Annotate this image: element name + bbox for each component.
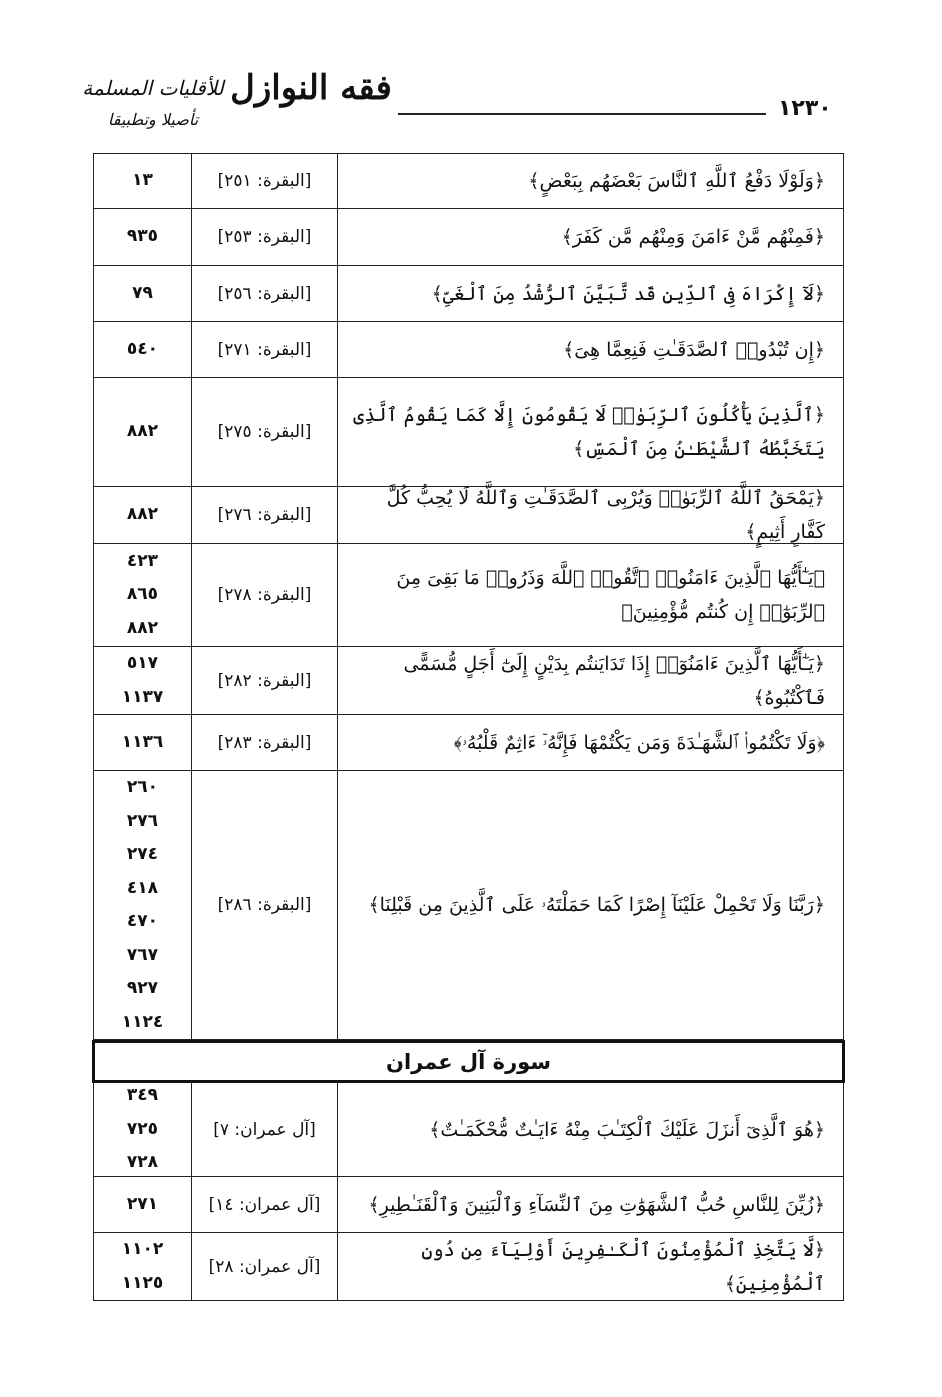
- verse-reference: [آل عمران: ٢٨]: [191, 1233, 338, 1300]
- verse-text: ﴿يَمْحَقُ ٱللَّهُ ٱلرِّبَوٰا۟ وَيُرْبِى ٱلصَّدَقَـٰتِ وَٱللَّهُ لَا يُحِبُّ كُلَّ كَفَّارٍ أَثِيمٍ﴾: [386, 487, 825, 543]
- page-ref: ٢٧٦: [126, 810, 159, 831]
- page-ref: ٩٣٥: [126, 226, 159, 247]
- page-numbers: [94, 378, 191, 486]
- page-ref: ٢٧١: [126, 1193, 159, 1214]
- page-ref: ٨٦٥: [126, 584, 159, 605]
- page-header: [0, 0, 942, 150]
- table-row: [94, 544, 843, 647]
- verse-text: ﴿فَمِنْهُم مَّنْ ءَامَنَ وَمِنْهُم مَّن كَفَرَ﴾: [561, 226, 825, 248]
- verse-text: ﴿وَلَوْلَا دَفْعُ ٱللَّهِ ٱلنَّاسَ بَعْضَهُم بِبَعْضٍ﴾: [528, 170, 825, 192]
- page-numbers: [94, 322, 191, 377]
- verse-reference: [البقرة: ٢٧١]: [191, 322, 338, 377]
- page-numbers: [94, 266, 191, 321]
- book-subtitle: للأقليات المسلمة: [82, 76, 224, 100]
- table-row: [94, 1177, 843, 1233]
- page-ref: ٤٢٣: [126, 550, 159, 571]
- table-row: [94, 209, 843, 266]
- book-title: فقه النوازل: [230, 68, 392, 108]
- verse-text: ﴿لَّا يَتَّخِذِ ٱلْمُؤْمِنُونَ ٱلْكَـٰفِرِينَ أَوْلِيَآءَ مِن دُونِ ٱلْمُؤْمِنِينَ﴾: [421, 1238, 825, 1295]
- verse-text: ﴿ٱلَّذِينَ يَأْكُلُونَ ٱلرِّبَوٰا۟ لَا يَقُومُونَ إِلَّا كَمَا يَقُومُ ٱلَّذِى يَتَخَبَّطُهُ ٱلشَّيْطَـٰنُ مِنَ ٱلْمَسِّ﴾: [353, 404, 825, 460]
- verse-reference: [البقرة: ٢٥٣]: [191, 209, 338, 265]
- verse-text: ﴿هُوَ ٱلَّذِىٓ أَنزَلَ عَلَيْكَ ٱلْكِتَـٰبَ مِنْهُ ءَايَـٰتٌ مُّحْكَمَـٰتٌ﴾: [429, 1118, 825, 1141]
- table-row: [94, 771, 843, 1040]
- table-row: [94, 322, 843, 378]
- table-row: [94, 1083, 843, 1177]
- page-ref: ٣٤٩: [126, 1085, 159, 1106]
- page-numbers: [94, 1177, 191, 1232]
- verse-reference: [البقرة: ٢٧٨]: [191, 544, 338, 646]
- verse-reference: [البقرة: ٢٧٥]: [191, 378, 338, 486]
- verse-reference: [آل عمران: ١٤]: [191, 1177, 338, 1232]
- verse-text: ﴿يَـٰٓأَيُّهَا ٱلَّذِينَ ءَامَنُوٓا۟ إِذَا تَدَايَنتُم بِدَيْنٍ إِلَىٰٓ أَجَلٍ مُّسَمًّى فَٱكْتُبُوهُ﴾: [403, 652, 825, 709]
- table-row: [94, 153, 843, 209]
- verse-text: ﴿لَآ إِكْرَاهَ فِى ٱلدِّينِ قَد تَّبَيَّنَ ٱلرُّشْدُ مِنَ ٱلْغَىِّ﴾: [431, 282, 825, 305]
- page-numbers: [94, 487, 191, 543]
- page-ref: ١١٢٥: [121, 1272, 164, 1293]
- page-number: ١٢٣٠: [778, 96, 832, 121]
- page-ref: ٤١٨: [126, 877, 159, 898]
- verse-text: ﴿يَـٰٓأَيُّهَا ٱلَّذِينَ ءَامَنُوا۟ ٱتَّقُوا۟ ٱللَّهَ وَذَرُوا۟ مَا بَقِىَ مِنَ ٱلرِّبَوٰٓا۟ إِن كُنتُم مُّؤْمِنِينَ﴾: [396, 567, 825, 623]
- page-ref: ١١٣٧: [121, 686, 164, 707]
- verse-reference: [البقرة: ٢٨٣]: [191, 715, 338, 770]
- table-row: [94, 378, 843, 487]
- verse-text: ﴿وَلَا تَكْتُمُوا۟ ٱلشَّهَـٰدَةَ وَمَن يَكْتُمْهَا فَإِنَّهُۥٓ ءَاثِمٌ قَلْبُهُۥ﴾: [453, 731, 825, 754]
- page-ref: ٧٢٥: [126, 1118, 159, 1139]
- page-ref: ١١٣٦: [121, 731, 164, 752]
- page-ref: ٧٢٨: [126, 1152, 159, 1173]
- table-row: [94, 715, 843, 771]
- table-row: [94, 266, 843, 322]
- verse-reference: [البقرة: ٢٨٦]: [191, 771, 338, 1039]
- verse-reference: [البقرة: ٢٧٦]: [191, 487, 338, 543]
- verse-text: ﴿رَبَّنَا وَلَا تَحْمِلْ عَلَيْنَآ إِصْرًا كَمَا حَمَلْتَهُۥ عَلَى ٱلَّذِينَ مِن قَبْلِنَا﴾: [368, 894, 825, 916]
- book-subtitle-line2: تأصيلا وتطبيقا: [107, 110, 199, 129]
- page-numbers: [94, 647, 191, 714]
- page-ref: ٨٨٢: [126, 617, 159, 638]
- page-ref: ٢٦٠: [126, 777, 159, 797]
- page-ref: ١١٢٤: [121, 1011, 164, 1032]
- page-numbers: [94, 209, 191, 265]
- header-rule: [398, 113, 766, 115]
- page-numbers: [94, 1083, 191, 1176]
- verse-text: ﴿إِن تُبْدُوا۟ ٱلصَّدَقَـٰتِ فَنِعِمَّا هِىَ﴾: [563, 338, 825, 361]
- page-ref: ٤٧٠: [126, 911, 159, 931]
- page-ref: ٨٨٢: [126, 421, 159, 442]
- page-numbers: [94, 715, 191, 770]
- verse-reference: [آل عمران: ٧]: [191, 1083, 338, 1176]
- verse-index-table: [93, 153, 844, 1301]
- verse-reference: [البقرة: ٢٥١]: [191, 154, 338, 208]
- page-numbers: [94, 771, 191, 1039]
- table-row: [94, 647, 843, 715]
- page-ref: ٧٦٧: [126, 944, 159, 965]
- page-ref: ١١٠٢: [121, 1239, 164, 1259]
- page-ref: ٧٩: [132, 282, 153, 303]
- table-row: [94, 1233, 843, 1301]
- verse-text: ﴿زُيِّنَ لِلنَّاسِ حُبُّ ٱلشَّهَوَٰتِ مِنَ ٱلنِّسَآءِ وَٱلْبَنِينَ وَٱلْقَنَـٰطِيرِ﴾: [368, 1193, 825, 1216]
- page-ref: ١٣: [132, 170, 153, 191]
- page-numbers: [94, 1233, 191, 1300]
- table-row: [94, 487, 843, 544]
- page-ref: ٩٢٧: [126, 978, 159, 998]
- page-ref: ٨٨٢: [126, 504, 159, 525]
- verse-reference: [البقرة: ٢٥٦]: [191, 266, 338, 321]
- page-ref: ٥١٧: [126, 653, 159, 673]
- surah-heading: سورة آل عمران: [92, 1040, 845, 1083]
- page-numbers: [94, 154, 191, 208]
- page-numbers: [94, 544, 191, 646]
- page-ref: ٥٤٠: [126, 338, 159, 359]
- page-ref: ٢٧٤: [126, 844, 159, 864]
- verse-reference: [البقرة: ٢٨٢]: [191, 647, 338, 714]
